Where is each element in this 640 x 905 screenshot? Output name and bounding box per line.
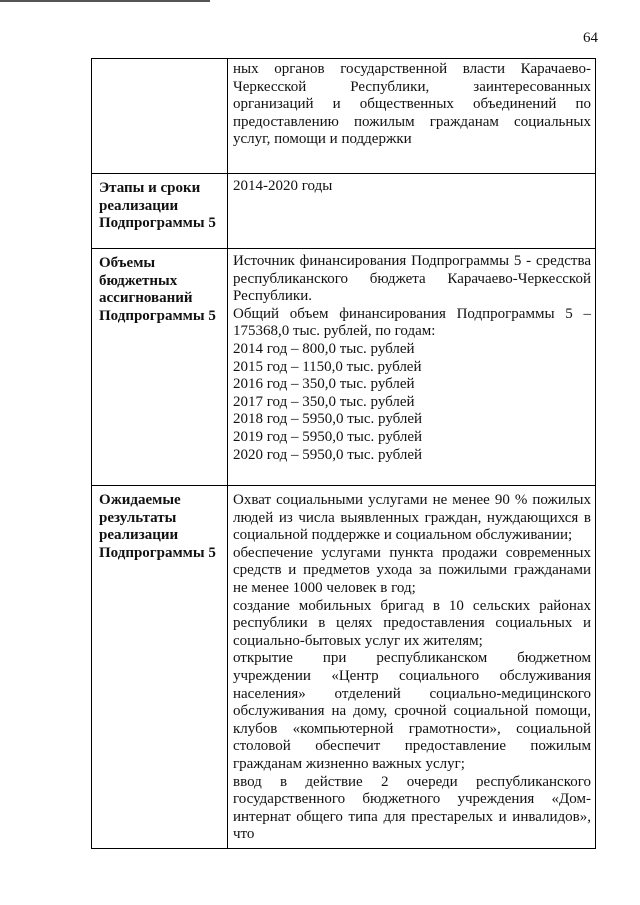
budget-year-line: 2016 год – 350,0 тыс. рублей [233, 376, 415, 393]
value-paragraph: создание мобильных бригад в 10 сельских районах республики в целях предоставления социальных и социально-бытовых услуг их жителям; [233, 597, 591, 649]
value-paragraph: ввод в действие 2 очереди республиканского государственного бюджетного учреждения «Дом-интернат общего типа для престарелых и инвалидов», что [233, 773, 591, 843]
value-paragraph: ных органов государственной власти Карачаево-Черкесской Республики, заинтересованных организаций и общественных объединений по предоставлению пожилым гражданам социальных услуг, помощи и поддержки [233, 61, 591, 148]
value-paragraph: Общий объем финансирования Подпрограммы 5 – 175368,0 тыс. рублей, по годам: [233, 305, 591, 340]
row-label-stages: Этапы и сроки реализации Подпрограммы 5 [92, 174, 228, 249]
scan-edge-line [0, 0, 210, 2]
budget-year-line: 2014 год – 800,0 тыс. рублей [233, 340, 415, 357]
table-row [92, 249, 596, 486]
page-number: 64 [583, 30, 598, 46]
value-paragraph: 2014-2020 годы [233, 178, 333, 194]
budget-year-line: 2018 год – 5950,0 тыс. рублей [233, 411, 423, 428]
table-row [92, 59, 596, 174]
row-label [92, 59, 228, 174]
row-value-results [228, 486, 596, 849]
row-value-stages [228, 174, 596, 249]
budget-year-line: 2019 год – 5950,0 тыс. рублей [233, 428, 423, 445]
budget-year-line: 2020 год – 5950,0 тыс. рублей [233, 446, 423, 463]
value-paragraph: обеспечение услугами пункта продажи современных средств и предметов ухода за пожилыми гражданами не менее 1000 человек в год; [233, 544, 591, 596]
program-table [91, 58, 596, 849]
value-paragraph: открытие при республиканском бюджетном учреждении «Центр социального обслуживания населения» отделений социально-медицинского обслуживания на дому, срочной социальной помощи, клубов «компьютерной грамотности», социальной столовой обеспечит предоставление пожилым гражданам жизненно важных услуг; [233, 650, 591, 772]
row-value-budget [228, 249, 596, 486]
budget-year-line: 2015 год – 1150,0 тыс. рублей [233, 358, 422, 375]
row-label-budget: Объемы бюджетных ассигнований Подпрограммы 5 [92, 249, 228, 486]
budget-year-line: 2017 год – 350,0 тыс. рублей [233, 393, 415, 410]
row-label-results: Ожидаемые результаты реализации Подпрограммы 5 [92, 486, 228, 849]
row-value [228, 59, 596, 174]
table-row [92, 174, 596, 249]
table-row [92, 486, 596, 849]
value-paragraph: Источник финансирования Подпрограммы 5 - средства республиканского бюджета Карачаево-Черкесской Республики. [233, 253, 591, 305]
value-paragraph: Охват социальными услугами не менее 90 % пожилых людей из числа выявленных граждан, нуждающихся в социальной поддержке и социальном обслуживании; [233, 492, 591, 544]
